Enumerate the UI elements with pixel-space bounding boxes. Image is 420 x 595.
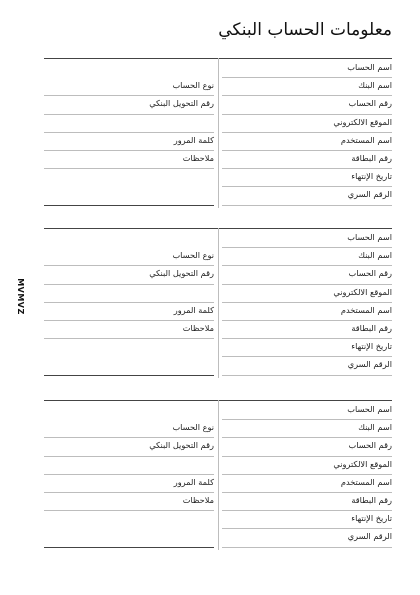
left-field-line[interactable] [44, 168, 214, 169]
left-field-line[interactable] [44, 132, 214, 133]
right-field-label: رقم الحساب [348, 98, 392, 109]
right-field-line[interactable] [222, 437, 392, 438]
right-field-line[interactable] [222, 284, 392, 285]
section-bottom-line [44, 205, 214, 206]
left-field-line[interactable] [44, 510, 214, 511]
right-field-label: رقم البطاقة [351, 153, 392, 163]
right-field-label: اسم الحساب [347, 62, 392, 72]
right-field-label: تاريخ الإنتهاء [351, 513, 392, 524]
column-divider [218, 228, 219, 378]
right-field-line[interactable] [222, 474, 392, 475]
left-field-line[interactable] [44, 492, 214, 493]
right-field-label: رقم الحساب [348, 268, 392, 279]
side-brand [2, 268, 38, 324]
right-field-line[interactable] [222, 302, 392, 303]
left-field-label: كلمة المرور [173, 476, 214, 487]
right-field-label: الرقم السري [347, 531, 392, 542]
right-field-label: اسم الحساب [347, 232, 392, 242]
right-field-line[interactable] [222, 132, 392, 133]
section-bottom-line [44, 375, 214, 376]
left-field-line[interactable] [44, 338, 214, 339]
right-field-line[interactable] [222, 150, 392, 151]
right-field-line[interactable] [222, 265, 392, 266]
left-field-label: نوع الحساب [172, 80, 214, 91]
left-field-line[interactable] [44, 265, 214, 266]
right-field-label: اسم الحساب [347, 404, 392, 414]
left-field-label: نوع الحساب [172, 250, 214, 261]
right-field-label: اسم البنك [358, 250, 392, 261]
right-field-label: اسم المستخدم [340, 304, 392, 315]
left-field-line[interactable] [44, 320, 214, 321]
right-field-label: اسم البنك [358, 422, 392, 433]
left-field-label: رقم التحويل البنكي [149, 98, 214, 109]
right-field-line[interactable] [222, 510, 392, 511]
left-field-label: كلمة المرور [173, 304, 214, 315]
column-divider [218, 58, 219, 208]
left-field-line[interactable] [44, 284, 214, 285]
left-field-line[interactable] [44, 474, 214, 475]
right-field-label: الموقع الالكتروني [333, 116, 392, 127]
left-field-label: ملاحظات [182, 495, 214, 505]
left-field-line[interactable] [44, 114, 214, 115]
right-field-line[interactable] [222, 320, 392, 321]
left-field-label: ملاحظات [182, 323, 214, 333]
right-field-label: رقم البطاقة [351, 323, 392, 333]
right-field-label: الموقع الالكتروني [333, 458, 392, 469]
right-field-line[interactable] [222, 338, 392, 339]
right-field-line[interactable] [222, 205, 392, 206]
left-field-label: نوع الحساب [172, 422, 214, 433]
right-field-label: اسم المستخدم [340, 476, 392, 487]
right-field-line[interactable] [222, 168, 392, 169]
right-field-line[interactable] [222, 419, 392, 420]
left-field-line[interactable] [44, 150, 214, 151]
right-field-label: الموقع الالكتروني [333, 286, 392, 297]
left-field-line[interactable] [44, 95, 214, 96]
right-field-label: اسم المستخدم [340, 134, 392, 145]
right-field-label: اسم البنك [358, 80, 392, 91]
right-field-label: تاريخ الإنتهاء [351, 341, 392, 352]
right-field-line[interactable] [222, 528, 392, 529]
right-field-line[interactable] [222, 456, 392, 457]
column-divider [218, 400, 219, 550]
left-field-line[interactable] [44, 302, 214, 303]
right-field-line[interactable] [222, 114, 392, 115]
right-field-label: الرقم السري [347, 359, 392, 370]
right-field-label: رقم الحساب [348, 440, 392, 451]
right-field-line[interactable] [222, 247, 392, 248]
page-title: معلومات الحساب البنكي [218, 20, 392, 40]
right-field-line[interactable] [222, 547, 392, 548]
left-field-label: كلمة المرور [173, 134, 214, 145]
right-field-line[interactable] [222, 356, 392, 357]
left-field-label: ملاحظات [182, 153, 214, 163]
right-field-line[interactable] [222, 77, 392, 78]
left-field-label: رقم التحويل البنكي [149, 440, 214, 451]
brand-text: MVMVZ [15, 277, 25, 315]
right-field-line[interactable] [222, 186, 392, 187]
right-field-line[interactable] [222, 95, 392, 96]
right-field-line[interactable] [222, 375, 392, 376]
left-field-line[interactable] [44, 437, 214, 438]
left-field-line[interactable] [44, 456, 214, 457]
right-field-label: تاريخ الإنتهاء [351, 171, 392, 182]
right-field-label: رقم البطاقة [351, 495, 392, 505]
left-field-label: رقم التحويل البنكي [149, 268, 214, 279]
right-field-label: الرقم السري [347, 189, 392, 200]
section-bottom-line [44, 547, 214, 548]
right-field-line[interactable] [222, 492, 392, 493]
